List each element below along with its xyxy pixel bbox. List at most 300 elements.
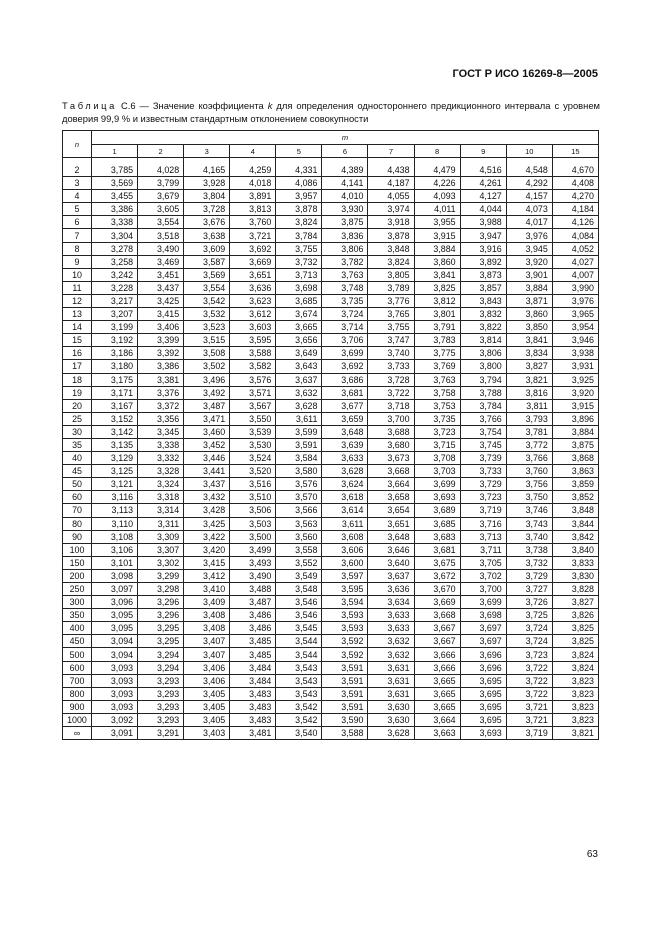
k-value-cell: 3,821 <box>506 373 552 386</box>
k-value-cell: 3,381 <box>138 373 184 386</box>
k-value-cell: 3,656 <box>276 334 322 347</box>
k-value-cell: 3,242 <box>92 268 138 281</box>
k-value-cell: 3,918 <box>368 216 414 229</box>
k-value-cell: 3,584 <box>276 452 322 465</box>
table-row <box>63 556 599 569</box>
k-value-cell: 3,508 <box>184 347 230 360</box>
k-value-cell: 3,192 <box>92 334 138 347</box>
n-value-cell: 350 <box>63 609 92 622</box>
k-value-cell: 3,345 <box>138 425 184 438</box>
k-value-cell: 3,708 <box>414 452 460 465</box>
k-value-cell: 3,677 <box>322 399 368 412</box>
k-value-cell: 3,510 <box>230 491 276 504</box>
n-value-cell: 90 <box>63 530 92 543</box>
k-value-cell: 3,633 <box>368 622 414 635</box>
k-value-cell: 3,392 <box>138 347 184 360</box>
n-value-cell: 500 <box>63 648 92 661</box>
k-value-cell: 3,503 <box>230 517 276 530</box>
k-value-cell: 3,451 <box>138 268 184 281</box>
k-value-cell: 4,184 <box>552 203 598 216</box>
n-value-cell: 400 <box>63 622 92 635</box>
k-value-cell: 3,588 <box>230 347 276 360</box>
n-value-cell: 40 <box>63 452 92 465</box>
k-value-cell: 3,753 <box>414 399 460 412</box>
m-column-header: 3 <box>184 145 230 158</box>
k-value-cell: 3,843 <box>460 294 506 307</box>
k-value-cell: 3,836 <box>322 229 368 242</box>
k-value-cell: 3,878 <box>276 203 322 216</box>
k-value-cell: 3,654 <box>368 504 414 517</box>
n-value-cell: 60 <box>63 491 92 504</box>
k-value-cell: 3,407 <box>184 635 230 648</box>
n-value-cell: 450 <box>63 635 92 648</box>
n-value-cell: 600 <box>63 661 92 674</box>
k-value-cell: 3,591 <box>322 674 368 687</box>
caption-id: С.6 <box>120 100 136 111</box>
k-value-cell: 3,593 <box>322 609 368 622</box>
k-value-cell: 3,698 <box>276 281 322 294</box>
k-value-cell: 3,624 <box>322 478 368 491</box>
k-value-cell: 4,073 <box>506 203 552 216</box>
m-column-header: 8 <box>414 145 460 158</box>
k-value-cell: 3,714 <box>322 321 368 334</box>
k-value-cell: 3,405 <box>184 687 230 700</box>
table-row <box>63 687 599 700</box>
k-value-cell: 3,665 <box>276 321 322 334</box>
k-value-cell: 3,116 <box>92 491 138 504</box>
k-value-cell: 3,765 <box>368 308 414 321</box>
table-row <box>63 583 599 596</box>
k-value-cell: 3,812 <box>414 294 460 307</box>
table-row <box>63 360 599 373</box>
table-row <box>63 609 599 622</box>
k-value-cell: 4,011 <box>414 203 460 216</box>
m-column-header: 2 <box>138 145 184 158</box>
n-value-cell: 3 <box>63 177 92 190</box>
k-value-cell: 3,781 <box>506 425 552 438</box>
k-value-cell: 3,738 <box>506 543 552 556</box>
table-row <box>63 648 599 661</box>
k-value-cell: 3,546 <box>276 596 322 609</box>
k-value-cell: 3,632 <box>368 635 414 648</box>
table-row <box>63 399 599 412</box>
k-value-cell: 3,651 <box>230 268 276 281</box>
table-row <box>63 491 599 504</box>
k-value-cell: 3,925 <box>552 373 598 386</box>
k-value-cell: 3,135 <box>92 438 138 451</box>
k-value-cell: 3,096 <box>92 596 138 609</box>
k-value-cell: 3,356 <box>138 412 184 425</box>
k-value-cell: 3,945 <box>506 242 552 255</box>
k-value-cell: 3,739 <box>460 452 506 465</box>
k-value-cell: 3,338 <box>138 438 184 451</box>
k-value-cell: 3,946 <box>552 334 598 347</box>
table-row <box>63 478 599 491</box>
k-value-cell: 3,723 <box>414 425 460 438</box>
k-value-cell: 4,052 <box>552 242 598 255</box>
k-value-cell: 3,702 <box>460 569 506 582</box>
k-value-cell: 3,668 <box>368 465 414 478</box>
k-value-cell: 3,520 <box>230 465 276 478</box>
k-value-cell: 3,746 <box>506 504 552 517</box>
k-value-cell: 3,386 <box>92 203 138 216</box>
k-value-cell: 3,592 <box>322 635 368 648</box>
k-value-cell: 3,608 <box>322 530 368 543</box>
k-value-cell: 3,848 <box>552 504 598 517</box>
k-value-cell: 3,700 <box>460 583 506 596</box>
table-row <box>63 713 599 726</box>
k-value-cell: 3,554 <box>184 281 230 294</box>
table-row <box>63 347 599 360</box>
k-value-cell: 4,093 <box>414 190 460 203</box>
k-value-cell: 3,721 <box>230 229 276 242</box>
k-value-cell: 3,544 <box>276 648 322 661</box>
k-value-cell: 3,612 <box>230 308 276 321</box>
k-value-cell: 3,976 <box>552 294 598 307</box>
k-value-cell: 3,569 <box>92 177 138 190</box>
k-value-cell: 3,639 <box>322 438 368 451</box>
n-column-header: n <box>63 131 92 158</box>
k-value-cell: 3,735 <box>322 294 368 307</box>
k-value-cell: 3,415 <box>184 556 230 569</box>
k-value-cell: 3,683 <box>414 530 460 543</box>
k-value-cell: 3,603 <box>230 321 276 334</box>
n-value-cell: 70 <box>63 504 92 517</box>
table-row <box>63 661 599 674</box>
k-value-cell: 3,833 <box>552 556 598 569</box>
m-column-header: 9 <box>460 145 506 158</box>
k-value-cell: 3,113 <box>92 504 138 517</box>
n-value-cell: 35 <box>63 438 92 451</box>
n-value-cell: 200 <box>63 569 92 582</box>
k-value-cell: 3,539 <box>230 425 276 438</box>
k-value-cell: 3,167 <box>92 399 138 412</box>
k-value-cell: 3,092 <box>92 713 138 726</box>
k-value-cell: 3,441 <box>184 465 230 478</box>
k-value-cell: 3,724 <box>506 622 552 635</box>
k-value-cell: 3,386 <box>138 360 184 373</box>
k-value-cell: 4,018 <box>230 177 276 190</box>
k-value-cell: 3,590 <box>322 713 368 726</box>
k-value-cell: 3,101 <box>92 556 138 569</box>
table-row <box>63 438 599 451</box>
table-row <box>63 177 599 190</box>
k-value-cell: 3,681 <box>322 386 368 399</box>
k-value-cell: 3,437 <box>138 281 184 294</box>
k-value-cell: 3,542 <box>184 294 230 307</box>
k-value-cell: 3,830 <box>552 569 598 582</box>
page-number: 63 <box>586 849 598 860</box>
k-value-cell: 3,524 <box>230 452 276 465</box>
k-value-cell: 3,093 <box>92 661 138 674</box>
n-value-cell: 700 <box>63 674 92 687</box>
k-value-cell: 3,920 <box>552 386 598 399</box>
k-value-cell: 3,543 <box>276 687 322 700</box>
n-value-cell: 12 <box>63 294 92 307</box>
k-value-cell: 3,483 <box>230 713 276 726</box>
k-value-cell: 4,670 <box>552 158 598 177</box>
table-row <box>63 321 599 334</box>
k-value-cell: 4,028 <box>138 158 184 177</box>
k-value-cell: 3,567 <box>230 399 276 412</box>
k-value-cell: 3,665 <box>414 687 460 700</box>
k-value-cell: 4,389 <box>322 158 368 177</box>
k-value-cell: 3,471 <box>184 412 230 425</box>
k-value-cell: 3,793 <box>506 412 552 425</box>
k-value-cell: 3,492 <box>184 386 230 399</box>
k-value-cell: 3,631 <box>368 661 414 674</box>
k-value-cell: 3,696 <box>460 661 506 674</box>
n-value-cell: 4 <box>63 190 92 203</box>
k-value-cell: 3,294 <box>138 648 184 661</box>
k-value-cell: 3,506 <box>230 504 276 517</box>
k-value-cell: 3,095 <box>92 609 138 622</box>
k-value-cell: 3,692 <box>230 242 276 255</box>
n-value-cell: 8 <box>63 242 92 255</box>
k-value-cell: 3,609 <box>184 242 230 255</box>
n-value-cell: 250 <box>63 583 92 596</box>
n-value-cell: 100 <box>63 543 92 556</box>
k-value-cell: 3,592 <box>322 648 368 661</box>
k-value-cell: 3,965 <box>552 308 598 321</box>
k-value-cell: 3,422 <box>184 530 230 543</box>
k-value-cell: 4,438 <box>368 158 414 177</box>
k-value-cell: 3,938 <box>552 347 598 360</box>
k-value-cell: 3,722 <box>368 386 414 399</box>
k-value-cell: 3,722 <box>506 661 552 674</box>
m-column-header: 10 <box>506 145 552 158</box>
k-value-cell: 3,406 <box>138 321 184 334</box>
k-value-cell: 3,328 <box>138 465 184 478</box>
k-value-cell: 3,496 <box>184 373 230 386</box>
k-value-cell: 3,713 <box>276 268 322 281</box>
k-value-cell: 3,824 <box>552 661 598 674</box>
k-value-cell: 3,483 <box>230 687 276 700</box>
k-value-cell: 3,667 <box>414 622 460 635</box>
k-value-cell: 3,760 <box>506 465 552 478</box>
k-value-cell: 3,665 <box>414 674 460 687</box>
k-value-cell: 3,928 <box>184 177 230 190</box>
k-value-cell: 3,142 <box>92 425 138 438</box>
k-value-cell: 3,428 <box>184 504 230 517</box>
k-value-cell: 3,976 <box>506 229 552 242</box>
k-value-cell: 3,490 <box>230 569 276 582</box>
k-value-cell: 3,729 <box>460 478 506 491</box>
k-value-cell: 3,515 <box>184 334 230 347</box>
k-value-cell: 3,425 <box>138 294 184 307</box>
k-value-cell: 3,697 <box>460 622 506 635</box>
table-row <box>63 700 599 713</box>
k-value-cell: 4,157 <box>506 190 552 203</box>
k-value-cell: 3,108 <box>92 530 138 543</box>
table-row <box>63 569 599 582</box>
k-value-cell: 4,141 <box>322 177 368 190</box>
k-value-cell: 3,485 <box>230 648 276 661</box>
k-value-cell: 3,093 <box>92 674 138 687</box>
k-value-cell: 3,916 <box>460 242 506 255</box>
k-value-cell: 3,688 <box>368 425 414 438</box>
k-value-cell: 3,758 <box>414 386 460 399</box>
k-value-cell: 3,295 <box>138 622 184 635</box>
k-value-cell: 3,891 <box>230 190 276 203</box>
k-value-cell: 3,754 <box>460 425 506 438</box>
k-value-cell: 3,420 <box>184 543 230 556</box>
n-value-cell: 6 <box>63 216 92 229</box>
k-value-cell: 3,695 <box>460 700 506 713</box>
k-value-cell: 3,718 <box>368 399 414 412</box>
k-value-cell: 4,261 <box>460 177 506 190</box>
k-value-cell: 3,638 <box>184 229 230 242</box>
k-value-cell: 3,915 <box>414 229 460 242</box>
k-value-cell: 3,689 <box>414 504 460 517</box>
header-row-m <box>63 131 599 145</box>
k-value-cell: 3,570 <box>276 491 322 504</box>
k-value-cell: 3,729 <box>506 569 552 582</box>
coefficient-table <box>62 130 599 740</box>
k-value-cell: 3,593 <box>322 622 368 635</box>
k-value-cell: 3,878 <box>368 229 414 242</box>
k-value-cell: 3,848 <box>368 242 414 255</box>
k-value-cell: 3,726 <box>506 596 552 609</box>
k-value-cell: 3,735 <box>414 412 460 425</box>
k-value-cell: 3,649 <box>276 347 322 360</box>
k-value-cell: 3,755 <box>276 242 322 255</box>
document-header: ГОСТ Р ИСО 16269-8—2005 <box>452 68 598 80</box>
k-value-cell: 3,569 <box>184 268 230 281</box>
k-value-cell: 3,486 <box>230 609 276 622</box>
k-value-cell: 3,588 <box>322 727 368 740</box>
k-value-cell: 3,669 <box>414 596 460 609</box>
k-value-cell: 3,634 <box>368 596 414 609</box>
n-value-cell: 25 <box>63 412 92 425</box>
k-value-cell: 3,957 <box>276 190 322 203</box>
k-value-cell: 3,840 <box>552 543 598 556</box>
k-value-cell: 3,309 <box>138 530 184 543</box>
k-value-cell: 3,920 <box>506 255 552 268</box>
k-value-cell: 3,636 <box>368 583 414 596</box>
table-caption <box>62 100 600 125</box>
k-value-cell: 3,552 <box>276 556 322 569</box>
n-value-cell: 30 <box>63 425 92 438</box>
k-value-cell: 3,875 <box>552 438 598 451</box>
k-value-cell: 3,630 <box>368 713 414 726</box>
k-value-cell: 3,789 <box>368 281 414 294</box>
table-row <box>63 504 599 517</box>
k-value-cell: 3,406 <box>184 674 230 687</box>
k-value-cell: 4,226 <box>414 177 460 190</box>
k-value-cell: 3,632 <box>368 648 414 661</box>
k-value-cell: 3,372 <box>138 399 184 412</box>
k-value-cell: 3,700 <box>368 412 414 425</box>
k-value-cell: 3,549 <box>276 569 322 582</box>
k-value-cell: 3,693 <box>460 727 506 740</box>
k-value-cell: 3,455 <box>92 190 138 203</box>
k-value-cell: 3,668 <box>414 609 460 622</box>
k-value-cell: 3,460 <box>184 425 230 438</box>
k-value-cell: 3,814 <box>460 334 506 347</box>
k-value-cell: 3,659 <box>322 412 368 425</box>
k-value-cell: 3,723 <box>506 648 552 661</box>
k-value-cell: 3,699 <box>414 478 460 491</box>
k-value-cell: 3,811 <box>506 399 552 412</box>
k-value-cell: 3,121 <box>92 478 138 491</box>
k-value-cell: 3,860 <box>506 308 552 321</box>
k-value-cell: 3,724 <box>506 635 552 648</box>
k-value-cell: 3,860 <box>414 255 460 268</box>
table-row <box>63 308 599 321</box>
m-column-header: 7 <box>368 145 414 158</box>
k-value-cell: 3,628 <box>276 399 322 412</box>
k-value-cell: 3,516 <box>230 478 276 491</box>
n-value-cell: 13 <box>63 308 92 321</box>
k-value-cell: 3,293 <box>138 674 184 687</box>
k-value-cell: 3,171 <box>92 386 138 399</box>
k-value-cell: 3,095 <box>92 622 138 635</box>
k-value-cell: 3,915 <box>552 399 598 412</box>
k-value-cell: 3,554 <box>138 216 184 229</box>
k-value-cell: 3,666 <box>414 661 460 674</box>
k-value-cell: 3,750 <box>506 491 552 504</box>
k-value-cell: 3,827 <box>552 596 598 609</box>
k-value-cell: 3,399 <box>138 334 184 347</box>
k-value-cell: 3,544 <box>276 635 322 648</box>
table-row <box>63 242 599 255</box>
table-row <box>63 229 599 242</box>
k-value-cell: 3,665 <box>414 700 460 713</box>
k-value-cell: 4,126 <box>552 216 598 229</box>
k-value-cell: 3,293 <box>138 700 184 713</box>
k-value-cell: 3,640 <box>368 556 414 569</box>
k-value-cell: 3,740 <box>368 347 414 360</box>
k-value-cell: 3,648 <box>322 425 368 438</box>
k-value-cell: 3,207 <box>92 308 138 321</box>
k-value-cell: 3,832 <box>460 308 506 321</box>
k-value-cell: 3,437 <box>184 478 230 491</box>
k-value-cell: 3,788 <box>460 386 506 399</box>
k-value-cell: 3,432 <box>184 491 230 504</box>
caption-k-symbol: k <box>267 100 273 111</box>
k-value-cell: 3,664 <box>414 713 460 726</box>
k-value-cell: 3,674 <box>276 308 322 321</box>
table-row <box>63 412 599 425</box>
n-value-cell: 150 <box>63 556 92 569</box>
k-value-cell: 4,292 <box>506 177 552 190</box>
k-value-cell: 3,643 <box>276 360 322 373</box>
n-value-cell: 10 <box>63 268 92 281</box>
k-value-cell: 3,722 <box>506 687 552 700</box>
table-row <box>63 373 599 386</box>
k-value-cell: 3,841 <box>414 268 460 281</box>
k-value-cell: 3,291 <box>138 727 184 740</box>
k-value-cell: 3,425 <box>184 517 230 530</box>
n-value-cell: ∞ <box>63 727 92 740</box>
k-value-cell: 3,681 <box>414 543 460 556</box>
k-value-cell: 3,412 <box>184 569 230 582</box>
k-value-cell: 3,695 <box>460 674 506 687</box>
k-value-cell: 3,686 <box>322 373 368 386</box>
k-value-cell: 3,748 <box>322 281 368 294</box>
k-value-cell: 3,452 <box>184 438 230 451</box>
k-value-cell: 3,217 <box>92 294 138 307</box>
k-value-cell: 3,630 <box>368 700 414 713</box>
k-value-cell: 3,696 <box>460 648 506 661</box>
k-value-cell: 3,806 <box>322 242 368 255</box>
k-value-cell: 3,175 <box>92 373 138 386</box>
k-value-cell: 3,560 <box>276 530 322 543</box>
k-value-cell: 3,646 <box>368 543 414 556</box>
k-value-cell: 3,296 <box>138 609 184 622</box>
k-value-cell: 3,304 <box>92 229 138 242</box>
